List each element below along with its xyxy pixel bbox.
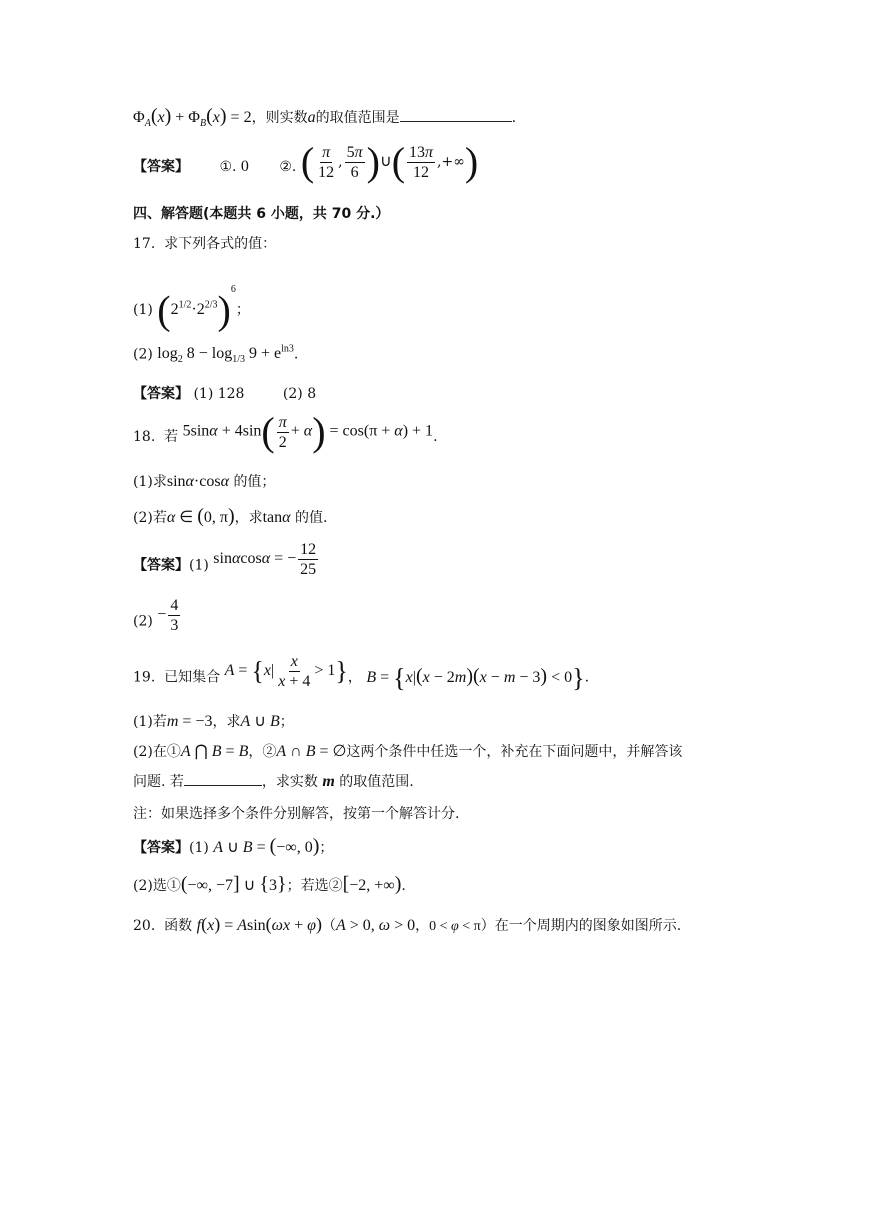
q18-part2 bbox=[133, 506, 327, 528]
answer-option1: (−∞, −7] ∪ {3} bbox=[180, 873, 287, 895]
q20-stem: 20. 函数 f(x) = Asin(ωx + φ)（A > 0, ω > 0，0 < φ < π）在一个周期内的图象如图所示. bbox=[133, 914, 682, 934]
line2c: 的取值范围. bbox=[339, 774, 414, 790]
q19-prefix: 已知集合 bbox=[164, 669, 221, 686]
answer-formula-2: − $\frac{4}{3}$ bbox=[157, 597, 179, 634]
tan-alpha: tanα bbox=[262, 509, 291, 526]
answer-option1-label: (2)选① bbox=[133, 878, 181, 894]
q18-stem: 18. 若 5sinα + 4sin( $\frac{\pi}{2}$ + α) = cos(π + α) + 1. bbox=[133, 409, 438, 454]
part-label: (2) bbox=[133, 346, 153, 363]
q19-part1 bbox=[133, 712, 294, 732]
set-b-definition: B = {x|(x − 2m)(x − m − 3) < 0} bbox=[366, 662, 585, 692]
answer-label: 【答案】 bbox=[133, 386, 189, 402]
part-mid: ，② bbox=[248, 744, 277, 760]
part-mid: ，求 bbox=[234, 510, 263, 526]
answer-label: 【答案】 bbox=[133, 840, 189, 856]
q20-tail: 在一个周期内的图象如图所示. bbox=[494, 918, 682, 934]
part-label: (1) bbox=[133, 302, 153, 318]
q18-answer2 bbox=[133, 597, 182, 635]
q17-part1: (1) $(2^{1/2}\cdot 2^{2/3})^6$； bbox=[133, 284, 250, 333]
q17-number: 17. bbox=[133, 236, 156, 252]
q18-prefix: 若 bbox=[164, 429, 179, 445]
part-tail: 的值； bbox=[233, 474, 276, 490]
alpha-interval: α ∈ (0, π) bbox=[166, 505, 235, 527]
q18-answer1 bbox=[133, 541, 320, 579]
q19-number: 19. bbox=[133, 669, 156, 686]
end-punct: . bbox=[511, 110, 517, 126]
phi-range: 0 < φ < π bbox=[429, 919, 481, 934]
part-label: (1)若 bbox=[133, 714, 167, 730]
q19-answer1: 【答案】(1) A ∪ B = (−∞, 0)； bbox=[133, 835, 334, 857]
q16-answer-line bbox=[133, 139, 479, 184]
part-label: (2)若 bbox=[133, 510, 167, 526]
answer-part2: (2) 8 bbox=[282, 386, 317, 402]
part-label: (1)求 bbox=[133, 474, 167, 490]
log-expression: $\log_2 8 - \log_{1/3} 9 + e^{ln3}$ bbox=[157, 344, 294, 366]
sin-cos-product: sinα·cosα bbox=[166, 473, 229, 490]
q19-answer2: (2)选①(−∞, −7] ∪ {3}；若选②[−2, +∞). bbox=[133, 873, 406, 895]
q16-tail-text2: 的取值范围是 bbox=[315, 110, 400, 126]
ans2-num: ②. bbox=[279, 159, 297, 175]
answer-part-label: (1) bbox=[189, 557, 209, 574]
q16-tail-text: ，则实数 bbox=[251, 110, 308, 126]
q17-answer bbox=[133, 384, 316, 404]
q19-part2-line2 bbox=[133, 772, 414, 792]
part-mid: ，求 bbox=[212, 714, 241, 730]
q20-prefix: 函数 bbox=[164, 918, 193, 934]
function-definition: f(x) = Asin(ωx + φ) bbox=[196, 914, 322, 934]
part-tail: 的值. bbox=[295, 510, 328, 526]
param-conditions: A > 0, ω > 0 bbox=[335, 917, 416, 934]
q19-note: 注：如果选择多个条件分别解答，按第一个解答计分. bbox=[133, 806, 460, 822]
q20-number: 20. bbox=[133, 918, 156, 934]
answer-label: 【答案】 bbox=[133, 557, 189, 574]
q17-stem bbox=[133, 234, 276, 254]
q19-part2 bbox=[133, 742, 682, 762]
var-m: m bbox=[322, 773, 335, 790]
part-tail: 这两个条件中任选一个，补充在下面问题中，并解答该 bbox=[346, 744, 683, 760]
ans1-num: ①. bbox=[219, 159, 237, 175]
answer-union: A ∪ B = (−∞, 0) bbox=[213, 835, 320, 857]
line2b: ，求实数 bbox=[261, 774, 318, 790]
part-label: (2)在① bbox=[133, 744, 181, 760]
condition-blank bbox=[184, 773, 262, 786]
q16-condition-line bbox=[133, 106, 516, 134]
answer-blank bbox=[400, 109, 512, 122]
answer-option2: [−2, +∞) bbox=[342, 873, 402, 895]
q18-number: 18. bbox=[133, 429, 156, 445]
m-value: m = −3 bbox=[166, 713, 213, 730]
answer-option2-label: ；若选② bbox=[286, 878, 343, 894]
section-title: 四、解答题(本题共 6 小题，共 70 分.） bbox=[133, 206, 390, 222]
condition-2: A ∩ B = ∅ bbox=[276, 743, 347, 760]
var-a: a bbox=[307, 109, 316, 126]
ans2-formula: ( $\frac{\pi}{12}$ , $\frac{5\pi}{6}$ )∪( $\frac{13\pi}{12}$ ,+∞) bbox=[300, 139, 479, 184]
answer-formula-1: sinαcosα = − $\frac{12}{25}$ bbox=[213, 541, 317, 578]
ans1-value: 0 bbox=[240, 158, 249, 175]
q18-equation: 5sinα + 4sin( $\frac{\pi}{2}$ + α) = cos(π + α) + 1 bbox=[182, 409, 434, 454]
formula-phi-sum: $\Phi_A(x) + \Phi_B(x) = 2$ bbox=[133, 105, 252, 130]
condition-1: A ⋂ B = B bbox=[180, 743, 249, 760]
power-expression: $(2^{1/2}\cdot 2^{2/3})^6$ bbox=[157, 284, 236, 333]
q19-stem: 19. 已知集合 A = {x| $\frac{x}{x + 4}$ > 1}， B = {x|(x − 2m)(x − m − 3) < 0}. bbox=[133, 653, 590, 692]
answer-part-label: (2) bbox=[133, 613, 153, 630]
answer-part1: (1) 128 bbox=[193, 386, 245, 402]
line2a: 问题. 若 bbox=[133, 774, 184, 790]
q17-stem-text: 求下列各式的值： bbox=[164, 236, 277, 252]
answer-part-label: (1) bbox=[189, 840, 209, 856]
q18-part1 bbox=[133, 472, 275, 492]
q17-part2: (2) $\log_2 8 - \log_{1/3} 9 + e^{ln3}$. bbox=[133, 344, 299, 366]
part-tail: ； bbox=[279, 714, 294, 730]
set-a-definition: A = {x| $\frac{x}{x + 4}$ > 1} bbox=[224, 653, 348, 690]
a-union-b: A ∪ B bbox=[240, 713, 280, 730]
answer-label: 【答案】 bbox=[133, 159, 189, 175]
